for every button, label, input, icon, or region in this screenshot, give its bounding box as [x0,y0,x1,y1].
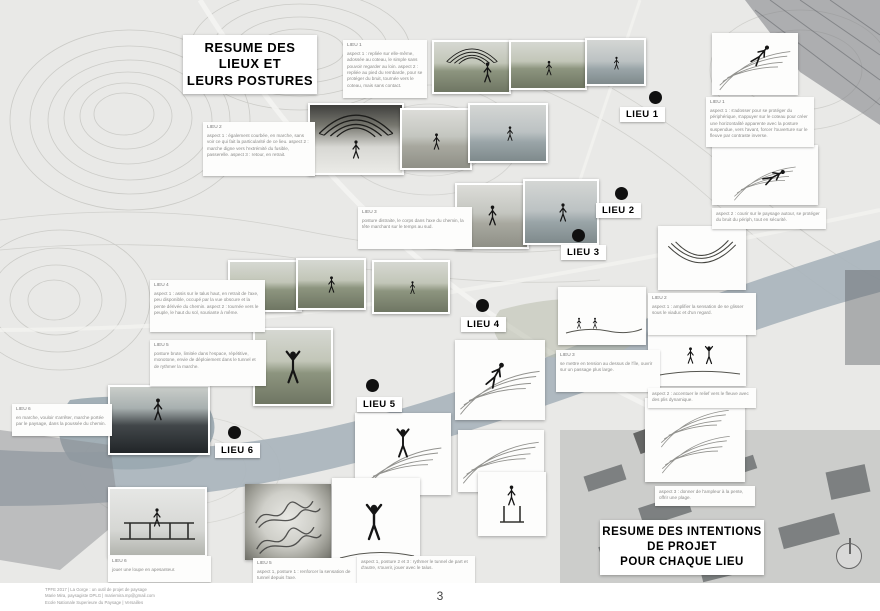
photo-lieu1-bank [585,38,646,86]
note-lieu1-map [343,40,427,98]
photo-net-canopy [308,103,404,175]
page-number: 3 [436,589,444,603]
caption-lieu1-aspect2 [712,208,826,229]
marker-label-lieu5: LIEU 5 [357,397,402,412]
sketch-lieu4-slide [455,340,545,420]
photo-lieu6-footbridge [108,487,207,557]
title-line: POUR CHAQUE LIEU [620,555,744,568]
marker-dot-lieu1 [649,91,662,104]
photo-lieu3-river [523,179,599,245]
sketch-lieu1-dive [712,33,798,95]
note-title: LIEU 6 [16,407,31,412]
note-body: aspect 1 : assis sur le talus haut, en retrait de l'axe, peu disponible, occupé par la vue obscure et la pente dérivée du chemin. aspect 2 : tournée vers le peuple, le haut du sol, souriante à même. [154,290,259,315]
photo-gravel-path [400,108,472,170]
note-body: aspect 1, posture 1 : renforcer la sensation de tunnel depuis l'axe. [257,568,351,581]
note-body: jouer une loupe en apesanteur. [112,566,176,572]
sketch-lieu3-figures [648,332,746,386]
photo-riverbank [468,103,548,163]
note-lieu4-map [150,280,265,332]
caption-text: aspect 3 : donner de l'ampleur à la pente, offrir une plage. [659,489,744,501]
note-lieu2-right [648,293,756,335]
marker-dot-lieu2 [615,187,628,200]
urban-right-band [845,270,880,365]
caption-aspect3 [655,486,755,506]
note-title: LIEU 4 [154,283,169,288]
caption-text: aspect 2 : accentuer le relief vers le fleuve avec des plis dynamique. [652,391,749,403]
north-arrow-icon [836,543,862,569]
note-body: se mettre en tension au dessus de l'île, ouvrir sur un passage plus large. [560,360,653,373]
note-lieu3-right [556,350,660,392]
caption-posture23-bottom [357,556,475,583]
caption-lieu6-bottom [108,556,211,582]
photo-lieu6-lake [108,385,210,455]
marker-dot-lieu6 [228,426,241,439]
note-lieu2-map [203,122,315,176]
note-lieu3-map [358,207,472,249]
note-lieu5-map [150,340,266,386]
note-body: aspect 1 : également courbée, en marche, sans voir ce qui fait la particularité de ce lieu. aspect 2 : marche digne vers l'extrémité du fusible, passerelle. aspect 3 : retour, en retrait. [207,132,309,157]
title-intentions-projet [600,520,764,575]
note-body: posture distraite, le corps dans l'axe du chemin, la tête marchant sur le temps au sud. [362,217,464,230]
marker-dot-lieu3 [572,229,585,242]
note-title: LIEU 1 [710,100,725,105]
photo-lieu4-alley-figure [296,258,366,310]
photo-lieu1-crouch [432,40,511,94]
note-lieu6-map [12,404,112,436]
note-lieu1-right [706,97,814,147]
note-body: aspect 1 : repliée sur elle-même, adossée au coteau, le simple sans pouvoir regarder au loin. aspect 2 : repliée au pied du rembarde, pour se protéger du bruit, tournée vers le coteau, mais sans contact. [347,50,423,88]
sketch-lieu5-tunnel [245,484,331,560]
title-line: DE PROJET [647,540,717,553]
sketch-lieu2-viaduct [558,287,646,345]
credit-line: Ecole Nationale Superieure du Paysage | Versailles [45,599,144,605]
caption-text: aspect 1, posture 2 et 3 : rythmer le tunnel de part et d'autre, s'ouvrir, jouer avec le talus. [361,559,468,571]
sketch-lieu2-hammock [658,226,746,290]
title-line: RESUME DES INTENTIONS [602,526,762,538]
note-title: LIEU 2 [652,296,667,301]
title-line: LEURS POSTURES [186,72,314,88]
marker-label-lieu4: LIEU 4 [461,317,506,332]
marker-label-lieu1: LIEU 1 [620,107,665,122]
marker-dot-lieu5 [366,379,379,392]
note-body: aspect 1 : amplifier la sensation de se glisser sous le viaduc et d'un regard. [652,303,744,316]
sketch-feather-fan [645,398,745,482]
title-line: RESUME DES LIEUX ET [204,40,296,72]
note-title: LIEU 3 [362,210,377,215]
credit-line: TPFE 2017 | La Gorge : un outil de projet de paysage [45,587,147,592]
note-body: posture brute, limitée dans l'espace, répétitive, monotone, envie de déploiement dans le tunnel et de rythmer la marche. [154,350,256,369]
marker-label-lieu6: LIEU 6 [215,443,260,458]
sketch-lieu5-chair [478,472,546,536]
note-body: aspect 1 : s'adosser pour se protéger du périphérique, s'appuyer sur le coteau pour créer une horizontalité apparente avec la posture suspendue, vers l'avant, forcer l'ouverture sur le fleuve par contraste inverse. [710,107,808,139]
caption-aspect2 [648,388,756,408]
photo-lieu1-meadow [509,40,587,90]
footer [0,583,880,611]
note-title: LIEU 6 [112,559,127,564]
marker-label-lieu2: LIEU 2 [596,203,641,218]
title-lieux-postures [183,35,317,94]
note-title: LIEU 5 [154,343,169,348]
note-body: en marche, vouloir s'arrêter, marche portée par le paysage, dans la poussée du chemin. [16,414,106,427]
marker-label-lieu3: LIEU 3 [561,245,606,260]
credit-line: Marie Mira, paysagiste DPLG | mariemira.mp@gmail.com [45,593,155,599]
note-title: LIEU 5 [257,561,272,566]
sketch-lieu1-recline [712,145,818,205]
marker-dot-lieu4 [476,299,489,312]
caption-lieu5-bottom [253,558,361,583]
note-title: LIEU 3 [560,353,575,358]
photo-lieu4-field [372,260,450,314]
urban-left [0,430,120,570]
note-title: LIEU 2 [207,125,222,130]
caption-text: aspect 2 : courir sur le paysage autour, se protéger du bruit du périph, tout en sécurité. [716,211,820,223]
note-title: LIEU 1 [347,43,362,48]
